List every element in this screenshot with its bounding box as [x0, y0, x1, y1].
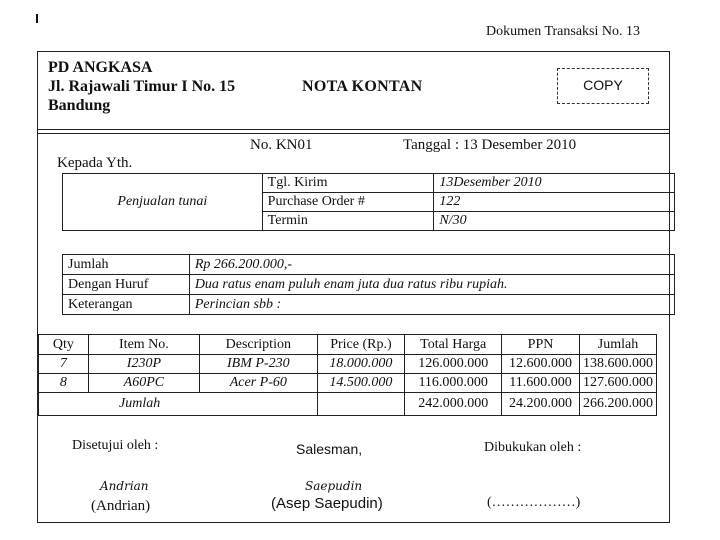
table-row: [39, 355, 657, 374]
column-header: Total Harga: [405, 335, 502, 355]
column-header: Jumlah: [579, 335, 656, 355]
company-city: Bandung: [48, 97, 111, 114]
summary-label: Dengan Huruf: [63, 275, 190, 295]
total-cell: 116.000.000: [405, 374, 502, 393]
header-divider-top: [38, 129, 669, 130]
copy-stamp: COPY: [557, 68, 649, 104]
salesman-name: (Asep Saepudin): [271, 495, 383, 512]
info-value: 122: [434, 193, 675, 212]
qty-cell: 7: [39, 355, 89, 374]
salesman-signature: Saepudin: [305, 479, 363, 493]
column-header: Item No.: [88, 335, 199, 355]
price-cell: 18.000.000: [317, 355, 405, 374]
customer-info-table: [62, 173, 675, 231]
summary-value: Rp 266.200.000,-: [189, 255, 674, 275]
company-address: Jl. Rajawali Timur I No. 15: [48, 78, 236, 95]
table-row: [63, 275, 675, 295]
header-divider-bottom: [38, 133, 669, 134]
footer-amount-cell: 266.200.000: [579, 393, 656, 416]
margin-mark: [36, 14, 38, 23]
footer-empty-cell: [317, 393, 405, 416]
table-row: [39, 374, 657, 393]
summary-value: Perincian sbb :: [189, 295, 674, 315]
items-table: [38, 334, 657, 416]
summary-table: [62, 254, 675, 315]
item-no-cell: I230P: [88, 355, 199, 374]
info-value: N/30: [434, 212, 675, 231]
qty-cell: 8: [39, 374, 89, 393]
footer-label: Jumlah: [39, 393, 318, 416]
approved-by-label: Disetujui oleh :: [72, 438, 159, 453]
recipient-label: Kepada Yth.: [57, 155, 133, 171]
nota-date: Tanggal : 13 Desember 2010: [403, 137, 577, 153]
footer-ppn-cell: 24.200.000: [502, 393, 580, 416]
summary-value: Dua ratus enam puluh enam juta dua ratus ribu rupiah.: [189, 275, 674, 295]
customer-name: Penjualan tunai: [63, 174, 263, 231]
amount-cell: 127.600.000: [579, 374, 656, 393]
company-name: PD ANGKASA: [48, 59, 153, 76]
table-header-row: [39, 335, 657, 355]
column-header: Description: [200, 335, 317, 355]
info-label: Tgl. Kirim: [262, 174, 434, 193]
summary-label: Keterangan: [63, 295, 190, 315]
nota-number: No. KN01: [250, 137, 313, 153]
bookkeeper-name: (………………): [487, 495, 581, 510]
info-label: Purchase Order #: [262, 193, 434, 212]
column-header: Price (Rp.): [317, 335, 405, 355]
footer-total-cell: 242.000.000: [405, 393, 502, 416]
info-value: 13Desember 2010: [434, 174, 675, 193]
ppn-cell: 12.600.000: [502, 355, 580, 374]
item-no-cell: A60PC: [88, 374, 199, 393]
approver-signature: Andrian: [100, 479, 149, 493]
table-row: [63, 174, 675, 193]
description-cell: IBM P-230: [200, 355, 317, 374]
document-number: Dokumen Transaksi No. 13: [486, 24, 641, 39]
document-title: NOTA KONTAN: [302, 78, 423, 95]
company-block: [48, 58, 235, 115]
ppn-cell: 11.600.000: [502, 374, 580, 393]
booked-by-label: Dibukukan oleh :: [484, 440, 582, 455]
amount-cell: 138.600.000: [579, 355, 656, 374]
table-row: [63, 295, 675, 315]
summary-label: Jumlah: [63, 255, 190, 275]
table-footer-row: [39, 393, 657, 416]
column-header: PPN: [502, 335, 580, 355]
approver-name: (Andrian): [91, 498, 151, 514]
salesman-label: Salesman,: [296, 441, 363, 457]
column-header: Qty: [39, 335, 89, 355]
table-row: [63, 255, 675, 275]
price-cell: 14.500.000: [317, 374, 405, 393]
description-cell: Acer P-60: [200, 374, 317, 393]
total-cell: 126.000.000: [405, 355, 502, 374]
info-label: Termin: [262, 212, 434, 231]
